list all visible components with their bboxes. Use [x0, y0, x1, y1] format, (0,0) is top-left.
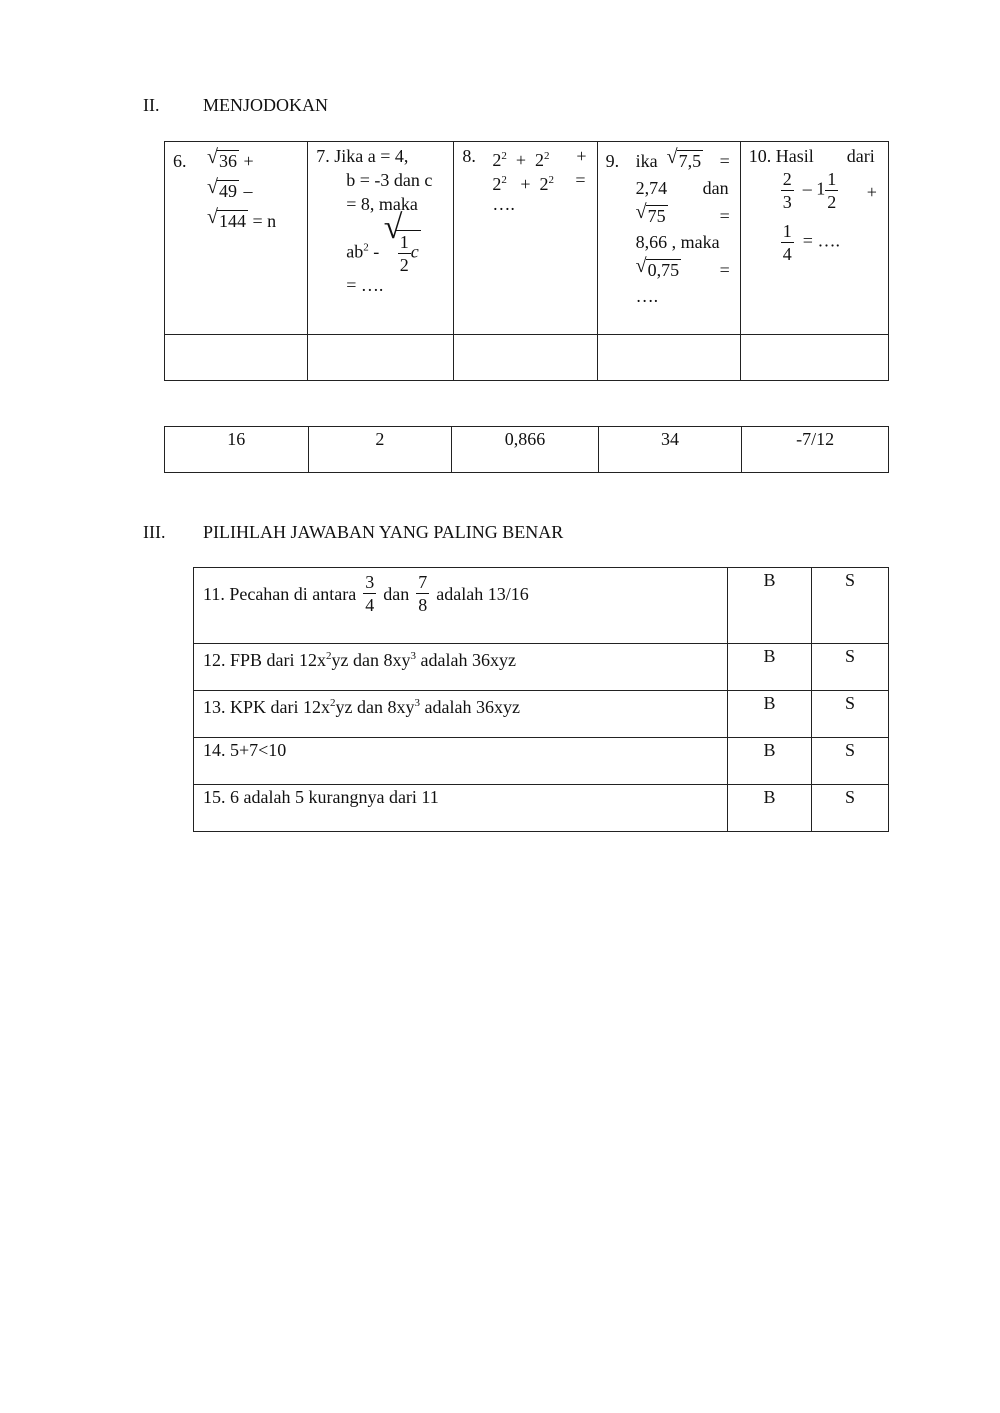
answer-slot-6[interactable]	[165, 335, 308, 381]
question-9-root2: √ 75	[635, 201, 666, 226]
question-10-label: 10. Hasil	[748, 146, 814, 166]
section-2-number: II.	[143, 95, 160, 115]
question-10-dari: dari	[846, 146, 875, 166]
answer-choice[interactable]: 2	[308, 427, 452, 473]
answer-choice[interactable]: 16	[165, 427, 309, 473]
question-11-false-option[interactable]: S	[812, 568, 889, 644]
question-9-eq1: =	[719, 151, 730, 171]
question-14-true-option[interactable]: B	[728, 738, 812, 785]
question-7-cell	[308, 142, 454, 335]
question-13-true-option[interactable]: B	[728, 691, 812, 738]
answer-slot-10[interactable]	[740, 335, 888, 381]
question-12-statement: 12. FPB dari $12x^2yz$ dan $8xy^3$ adalah 36xyz	[194, 644, 728, 691]
question-15-false-option[interactable]: S	[812, 785, 889, 832]
question-8-line1: $2^2 + 2^2$	[492, 150, 550, 170]
question-6-line2: √ 49 –	[207, 176, 253, 201]
question-9-cell	[597, 142, 740, 335]
question-6-number: 6.	[173, 151, 187, 171]
question-12-true-option[interactable]: B	[728, 644, 812, 691]
question-9-value2: 8,66 , maka	[635, 232, 720, 252]
question-7-end: = ….	[346, 275, 384, 295]
question-9-eq2: =	[719, 206, 730, 226]
answer-choice[interactable]: -7/12	[742, 427, 889, 473]
question-15-true-option[interactable]: B	[728, 785, 812, 832]
question-7-expression: $ab^2$ - √ $\frac{1}{2}$ c	[346, 209, 419, 275]
question-8-cell	[454, 142, 597, 335]
question-10-line3: $\frac{1}{4}$ = ….	[782, 221, 840, 264]
question-9-end: ….	[635, 286, 659, 306]
question-7-line3: = 8, maka	[346, 194, 418, 214]
question-7-line1: 7. Jika a = 4,	[316, 146, 409, 166]
question-9-root3: √ 0,75	[635, 255, 680, 280]
question-6-line1: √ 36 +	[207, 146, 254, 171]
question-9-eq3: =	[719, 260, 730, 280]
answer-choice[interactable]: 34	[598, 427, 742, 473]
question-9-value1: 2,74	[635, 178, 668, 198]
answer-slot-9[interactable]	[597, 335, 740, 381]
question-15-statement: 15. 6 adalah 5 kurangnya dari 11	[194, 785, 728, 832]
section-3-title: PILIHLAH JAWABAN YANG PALING BENAR	[203, 522, 564, 542]
section-2-title: MENJODOKAN	[203, 95, 328, 115]
answer-choice[interactable]: 0,866	[452, 427, 599, 473]
question-10-plus: +	[866, 182, 877, 202]
question-8-line2: $2^2$ + $2^2$	[492, 174, 555, 194]
question-11-statement: 11. Pecahan di antara $\frac{3}{4}$ dan $\frac{7}{8}$ adalah 13/16	[194, 568, 728, 644]
question-9-dan: dan	[702, 178, 729, 198]
question-8-number: 8.	[462, 146, 476, 166]
question-9-line1: ika √ 7,5	[635, 146, 702, 171]
section-3-number: III.	[143, 522, 166, 542]
answer-choices-table	[164, 426, 889, 473]
matching-question-table	[164, 141, 889, 381]
question-9-number: 9.	[605, 151, 620, 171]
question-11-true-option[interactable]: B	[728, 568, 812, 644]
answer-slot-8[interactable]	[454, 335, 597, 381]
question-13-false-option[interactable]: S	[812, 691, 889, 738]
question-12-false-option[interactable]: S	[812, 644, 889, 691]
question-14-false-option[interactable]: S	[812, 738, 889, 785]
question-13-statement: 13. KPK dari $12x^2yz$ dan $8xy^3$ adalah 36xyz	[194, 691, 728, 738]
question-7-line2: b = -3 dan c	[346, 170, 433, 190]
question-8-equals: =	[575, 170, 586, 190]
question-6-cell	[165, 142, 308, 335]
true-false-table	[193, 567, 889, 832]
question-10-line2: $\frac{2}{3}$ – 1 $\frac{1}{2}$	[782, 169, 837, 212]
question-8-end: ….	[492, 194, 515, 214]
question-10-cell	[740, 142, 888, 335]
question-14-statement: 14. 5+7<10	[194, 738, 728, 785]
answer-slot-7[interactable]	[308, 335, 454, 381]
question-6-line3: √ 144 = n	[207, 206, 277, 231]
question-8-plus: +	[576, 146, 587, 166]
